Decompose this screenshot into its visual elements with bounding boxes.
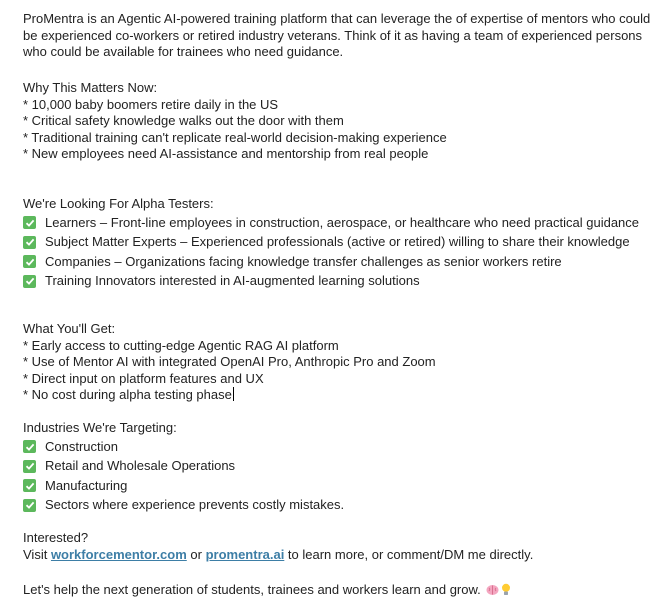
- industry-item: Sectors where experience prevents costly mistakes.: [23, 497, 658, 514]
- testers-heading: We're Looking For Alpha Testers:: [23, 196, 214, 211]
- benefits-heading: What You'll Get:: [23, 321, 116, 336]
- check-mark-button-icon: [23, 440, 36, 453]
- industries-section: [23, 420, 658, 514]
- why-item: * New employees need AI-assistance and mentorship from real people: [23, 146, 429, 161]
- benefit-item: * Direct input on platform features and UX: [23, 370, 264, 386]
- tester-item: Companies – Organizations facing knowledge transfer challenges as senior workers retire: [23, 254, 658, 271]
- industry-item: Manufacturing: [23, 478, 658, 495]
- brain-icon: [486, 584, 499, 601]
- cta-section: [23, 530, 658, 563]
- check-mark-button-icon: [23, 236, 36, 249]
- light-bulb-icon: [501, 583, 511, 601]
- intro-paragraph: ProMentra is an Agentic AI-powered training platform that can leverage the of expertise of mentors who could be experienced co-workers or retired industry veterans. Think of it as having a team of experienced persons who could be available for trainees who need guidance.: [23, 11, 651, 59]
- why-section: [23, 80, 658, 163]
- benefit-item: * Use of Mentor AI with integrated OpenAI Pro, Anthropic Pro and Zoom: [23, 354, 436, 369]
- testers-section: [23, 196, 658, 290]
- why-item: * Traditional training can't replicate real-world decision-making experience: [23, 129, 447, 145]
- why-item: * 10,000 baby boomers retire daily in the US: [23, 96, 279, 112]
- check-mark-button-icon: [23, 255, 36, 268]
- closing-text: Let's help the next generation of students, trainees and workers learn and grow.: [23, 582, 481, 597]
- check-mark-button-icon: [23, 479, 36, 492]
- cta-question: Interested?: [23, 530, 89, 545]
- tester-item: Learners – Front-line employees in construction, aerospace, or healthcare who need practical guidance: [23, 215, 658, 232]
- benefit-item: * No cost during alpha testing phase: [23, 387, 232, 402]
- benefits-section: [23, 321, 658, 404]
- closing-section: [23, 582, 658, 601]
- benefit-item: * Early access to cutting-edge Agentic RAG AI platform: [23, 337, 339, 353]
- tester-item: Training Innovators interested in AI-augmented learning solutions: [23, 273, 658, 290]
- promentra-link[interactable]: promentra.ai: [205, 546, 285, 562]
- why-heading: Why This Matters Now:: [23, 80, 158, 95]
- industries-heading: Industries We're Targeting:: [23, 420, 177, 435]
- check-mark-button-icon: [23, 275, 36, 288]
- check-mark-button-icon: [23, 499, 36, 512]
- why-item: * Critical safety knowledge walks out the door with them: [23, 113, 344, 128]
- check-mark-button-icon: [23, 216, 36, 229]
- industry-item: Retail and Wholesale Operations: [23, 458, 658, 475]
- industry-item: Construction: [23, 439, 658, 456]
- workforcementor-link[interactable]: workforcementor.com: [50, 546, 187, 562]
- tester-item: Subject Matter Experts – Experienced professionals (active or retired) willing to share their knowledge: [23, 234, 658, 251]
- text-cursor: [233, 387, 234, 401]
- check-mark-button-icon: [23, 460, 36, 473]
- cta-line: Visit workforcementor.com or promentra.ai to learn more, or comment/DM me directly.: [23, 546, 534, 562]
